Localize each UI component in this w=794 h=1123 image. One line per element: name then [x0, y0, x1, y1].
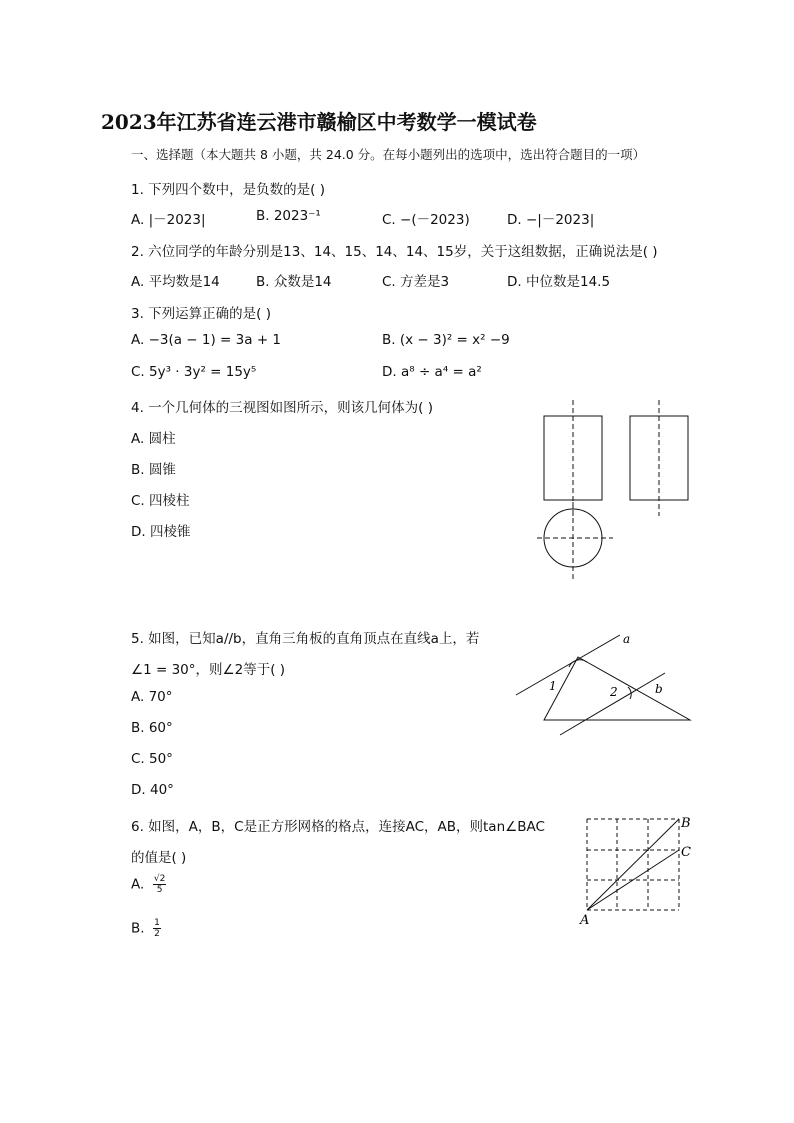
q6-option-a-fraction: [153, 874, 166, 895]
label-point-A: A: [580, 913, 590, 928]
square-grid-figure: [575, 812, 695, 932]
page-title: 2023年江苏省连云港市赣榆区中考数学一模试卷: [101, 110, 537, 134]
question-6-stem-line2: 的值是( ): [131, 850, 187, 866]
label-line-b: b: [655, 682, 663, 696]
q1-option-c: C. −(－2023): [382, 212, 470, 228]
q6-option-b-denominator: 2: [154, 929, 160, 939]
q3-option-c: C. 5y³ · 3y² = 15y⁵: [131, 364, 257, 380]
question-4-stem: 4. 一个几何体的三视图如图所示，则该几何体为( ): [131, 400, 433, 416]
q2-option-c: C. 方差是3: [382, 274, 450, 290]
q6-option-b-prefix: B.: [131, 920, 145, 937]
label-angle-1: 1: [549, 679, 557, 693]
q2-option-d: D. 中位数是14.5: [507, 274, 611, 290]
label-point-C: C: [681, 845, 691, 860]
q4-option-c: C. 四棱柱: [131, 493, 190, 509]
question-3-stem: 3. 下列运算正确的是( ): [131, 306, 271, 322]
q5-option-d: D. 40°: [131, 782, 174, 798]
q3-option-b: B. (x − 3)² = x² −9: [382, 332, 510, 348]
q5-option-b: B. 60°: [131, 720, 173, 736]
label-line-a: a: [623, 632, 631, 646]
section-heading: 一、选择题（本大题共 8 小题，共 24.0 分。在每小题列出的选项中，选出符合题目的一项）: [131, 147, 646, 162]
q4-option-b: B. 圆锥: [131, 462, 176, 478]
question-5-stem-line2: ∠1 = 30°，则∠2等于( ): [131, 662, 286, 678]
label-angle-2: 2: [610, 685, 618, 699]
q1-option-d: D. −|－2023|: [507, 212, 595, 228]
q1-option-b: B. 2023⁻¹: [256, 208, 321, 224]
q6-option-b: [131, 918, 161, 939]
q3-option-a: A. −3(a − 1) = 3a + 1: [131, 332, 282, 348]
q6-option-a-prefix: A.: [131, 876, 145, 893]
q2-option-b: B. 众数是14: [256, 274, 332, 290]
q4-option-d: D. 四棱锥: [131, 524, 191, 540]
q3-option-d: D. a⁸ ÷ a⁴ = a²: [382, 364, 482, 380]
q4-option-a: A. 圆柱: [131, 431, 176, 447]
q2-option-a: A. 平均数是14: [131, 274, 220, 290]
question-6-stem-line1: 6. 如图，A，B，C是正方形网格的格点，连接AC，AB，则tan∠BAC: [131, 819, 545, 835]
q6-option-a-numerator: √2: [153, 874, 166, 884]
q5-option-c: C. 50°: [131, 751, 173, 767]
label-point-B: B: [681, 816, 691, 831]
q6-option-b-fraction: [153, 918, 161, 939]
question-5-stem-line1: 5. 如图，已知a//b，直角三角板的直角顶点在直线a上，若: [131, 631, 480, 647]
parallel-lines-triangle-figure: [510, 625, 700, 740]
three-view-figure: [535, 398, 695, 583]
q6-option-b-numerator: 1: [154, 918, 160, 928]
q1-option-a: A. |－2023|: [131, 212, 206, 228]
q6-option-a-denominator: 5: [156, 885, 163, 895]
question-2-stem: 2. 六位同学的年龄分别是13、14、15、14、14、15岁，关于这组数据，正确说法是( ): [131, 244, 658, 260]
q5-option-a: A. 70°: [131, 689, 173, 705]
question-1-stem: 1. 下列四个数中，是负数的是( ): [131, 182, 325, 198]
q6-option-a: [131, 874, 166, 895]
